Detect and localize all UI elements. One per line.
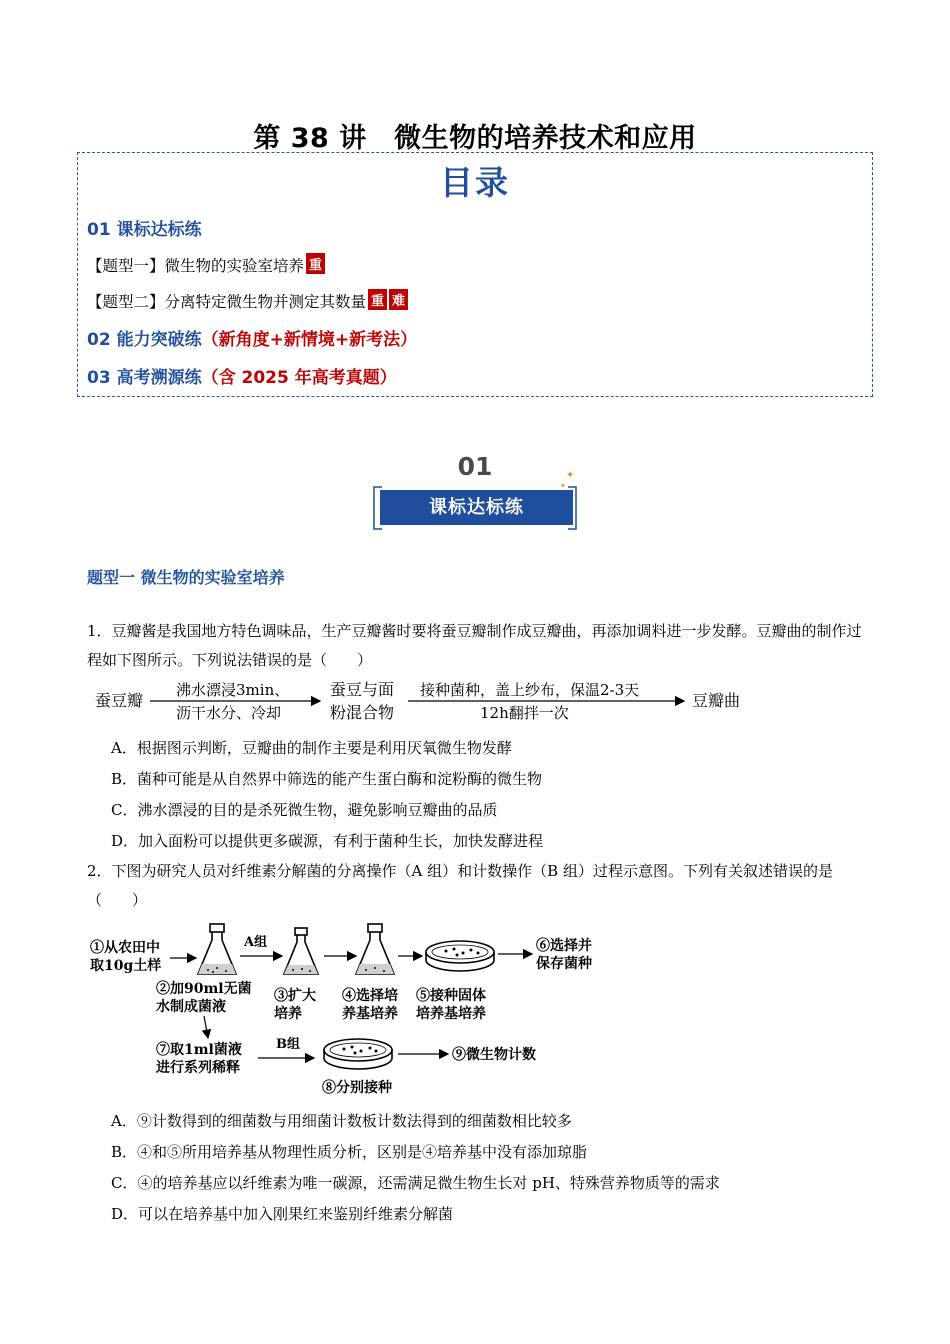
flow-node-beans: 蚕豆瓣 xyxy=(95,691,144,710)
step-2-line1: ②加90ml无菌 xyxy=(156,981,252,997)
section-number: 01 xyxy=(457,452,493,481)
step-3-line1: ③扩大 xyxy=(274,988,316,1004)
diagram-arrow xyxy=(204,1016,208,1038)
step-5-line1: ⑤接种固体 xyxy=(416,988,486,1004)
q2-option-c[interactable]: C．④的培养基应以纤维素为唯一碳源，还需满足微生物生长对 pH、特殊营养物质等的需求 xyxy=(111,1174,720,1192)
toc-heading: 目录 xyxy=(440,163,510,202)
step-3-line2: 培养 xyxy=(274,1006,302,1022)
q1-option-d[interactable]: D．加入面粉可以提供更多碳源，有利于菌种生长，加快发酵进程 xyxy=(111,832,544,850)
flow-step-turn: 12h翻拌一次 xyxy=(480,704,569,722)
group-b-label: B组 xyxy=(276,1037,300,1052)
toc-item-02[interactable] xyxy=(87,325,417,350)
step-1-line1: ①从农田中 xyxy=(90,940,160,956)
toc-item-03-label: 03 高考溯源练 xyxy=(87,368,202,388)
flow-node-mixture-line1: 蚕豆与面 xyxy=(330,680,395,699)
step-6-line1: ⑥选择并 xyxy=(536,938,592,954)
flask-icon xyxy=(198,924,236,974)
sparkle-icon: ✦ xyxy=(560,482,566,490)
group-a-label: A组 xyxy=(244,935,268,950)
flow-step-inoculate: 接种菌种，盖上纱布，保温2-3天 xyxy=(420,681,640,699)
flow-step-drain: 沥干水分、冷却 xyxy=(176,704,282,722)
step-7-line1: ⑦取1ml菌液 xyxy=(156,1042,242,1058)
flow-node-koji: 豆瓣曲 xyxy=(692,691,741,710)
step-4-line1: ④选择培 xyxy=(342,988,398,1004)
step-9-label: ⑨微生物计数 xyxy=(452,1047,536,1063)
toc-item-type1-label: 【题型一】微生物的实验室培养 xyxy=(87,257,305,275)
toc-item-type1[interactable] xyxy=(87,253,325,276)
toc-item-type2-label: 【题型二】分离特定微生物并测定其数量 xyxy=(87,293,367,311)
step-1-line2: 取10g土样 xyxy=(90,958,162,974)
q1-option-b[interactable]: B．菌种可能是从自然界中筛选的能产生蛋白酶和淀粉酶的微生物 xyxy=(111,770,543,788)
step-8-label: ⑧分别接种 xyxy=(322,1080,392,1096)
step-7-line2: 进行系列稀释 xyxy=(156,1060,240,1076)
step-2-line2: 水制成菌液 xyxy=(156,999,226,1015)
toc-item-03-note: （含 2025 年高考真题） xyxy=(201,368,397,388)
q2-option-a[interactable]: A．⑨计数得到的细菌数与用细菌计数板计数法得到的细菌数相比较多 xyxy=(111,1112,572,1130)
toc-item-02-label: 02 能力突破练 xyxy=(87,330,202,350)
question-2-text: 2．下图为研究人员对纤维素分解菌的分离操作（A 组）和计数操作（B 组）过程示意图。下列有关叙述错误的是（ ） xyxy=(87,862,833,909)
question-1-text: 1．豆瓣酱是我国地方特色调味品，生产豆瓣酱时要将蚕豆瓣制作成豆瓣曲，再添加调料进一步发酵。豆瓣曲的制作过程如下图所示。下列说法错误的是（ ） xyxy=(87,622,862,669)
petri-dish-icon xyxy=(426,941,494,971)
key-badge: 重 xyxy=(306,253,325,274)
table-of-contents xyxy=(77,152,873,397)
step-5-line2: 培养基培养 xyxy=(416,1006,486,1022)
flow-node-mixture-line2: 粉混合物 xyxy=(330,703,395,722)
type-heading: 题型一 微生物的实验室培养 xyxy=(87,568,285,587)
petri-dish-icon xyxy=(324,1039,392,1069)
hard-badge: 难 xyxy=(389,289,408,310)
q1-option-a[interactable]: A．根据图示判断，豆瓣曲的制作主要是利用厌氧微生物发酵 xyxy=(111,739,512,757)
flow-step-soak: 沸水漂浸3min、 xyxy=(176,681,290,699)
sparkle-icon: ✦ xyxy=(566,470,575,481)
toc-item-03[interactable] xyxy=(87,363,397,388)
flask-icon xyxy=(284,928,318,974)
q1-option-c[interactable]: C．沸水漂浸的目的是杀死微生物，避免影响豆瓣曲的品质 xyxy=(111,801,498,819)
key-badge: 重 xyxy=(368,289,387,310)
step-4-line2: 养基培养 xyxy=(342,1006,398,1022)
toc-item-01[interactable]: 01 课标达标练 xyxy=(87,220,202,240)
toc-item-type2[interactable] xyxy=(87,289,408,312)
step-6-line2: 保存菌种 xyxy=(536,956,592,972)
section-banner: 课标达标练 xyxy=(380,490,573,525)
flask-icon xyxy=(356,924,394,974)
q2-option-d[interactable]: D．可以在培养基中加入刚果红来鉴别纤维素分解菌 xyxy=(111,1205,454,1223)
toc-item-02-note: （新角度+新情境+新考法） xyxy=(201,330,418,350)
q2-option-b[interactable]: B．④和⑤所用培养基从物理性质分析，区别是④培养基中没有添加琼脂 xyxy=(111,1143,588,1161)
lecture-title: 第 38 讲 微生物的培养技术和应用 xyxy=(253,123,697,154)
cellulose-bacteria-process-diagram xyxy=(86,920,606,1098)
bean-paste-flow-diagram xyxy=(90,676,760,724)
